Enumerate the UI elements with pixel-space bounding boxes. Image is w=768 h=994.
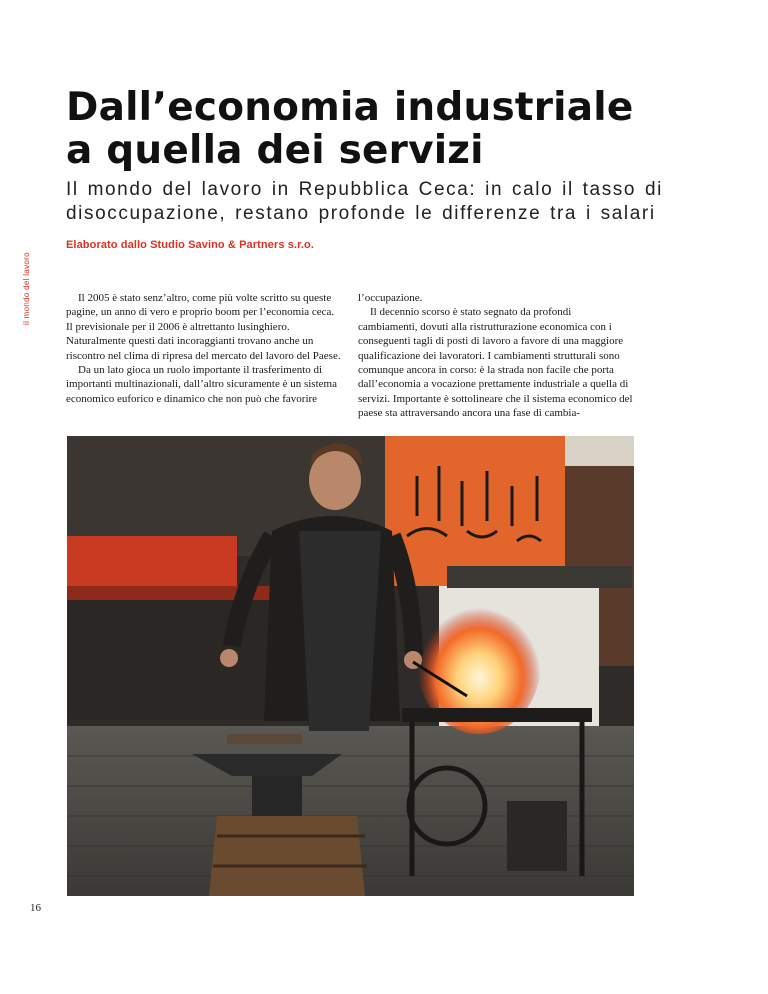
paragraph: Da un lato gioca un ruolo importante il trasferimento di importanti multinazionali, dall’altro sicuramente è un sistema economico euforico e dinamico che non può che favorire (66, 364, 337, 405)
title-line-2: a quella dei servizi (66, 128, 484, 173)
page-number: 16 (30, 902, 41, 914)
section-label: il mondo del lavoro (22, 252, 31, 325)
title-line-1: Dall’economia industriale (66, 85, 634, 130)
subtitle-line-2: disoccupazione, restano profonde le differenze tra i salari (66, 203, 656, 224)
text-column-right (358, 291, 633, 421)
subtitle-line-1: Il mondo del lavoro in Repubblica Ceca: in calo il tasso di (66, 179, 663, 200)
article-subtitle (66, 178, 686, 226)
article-title (66, 86, 706, 172)
article-byline: Elaborato dallo Studio Savino & Partners s.r.o. (66, 239, 314, 251)
text-column-left (66, 291, 341, 406)
blacksmith-photo (67, 436, 634, 896)
paragraph: l’occupazione. (358, 292, 423, 304)
blacksmith-illustration (67, 436, 634, 896)
paragraph: Il 2005 è stato senz’altro, come più volte scritto su queste pagine, un anno di vero e proprio boom per l’economia ceca. Il previsionale per il 2006 è altrettanto lusinghiero. Naturalmente questi dati incoraggianti trovano anche un riscontro nel clima di ripresa del mercato del lavoro del Paese. (66, 292, 341, 362)
paragraph: Il decennio scorso è stato segnato da profondi cambiamenti, dovuti alla ristrutturazione economica con i conseguenti tagli di posti di lavoro a favore di una maggiore qualificazione dei lavoratori. I cambiamenti strutturali sono comunque ancora in corso: è la strada non facile che porta dall’economia a vocazione prettamente industriale a quella di servizi. Importante è sottolineare che il sistema economico del paese sta attraversando ancora una fase di cambia- (358, 306, 633, 420)
